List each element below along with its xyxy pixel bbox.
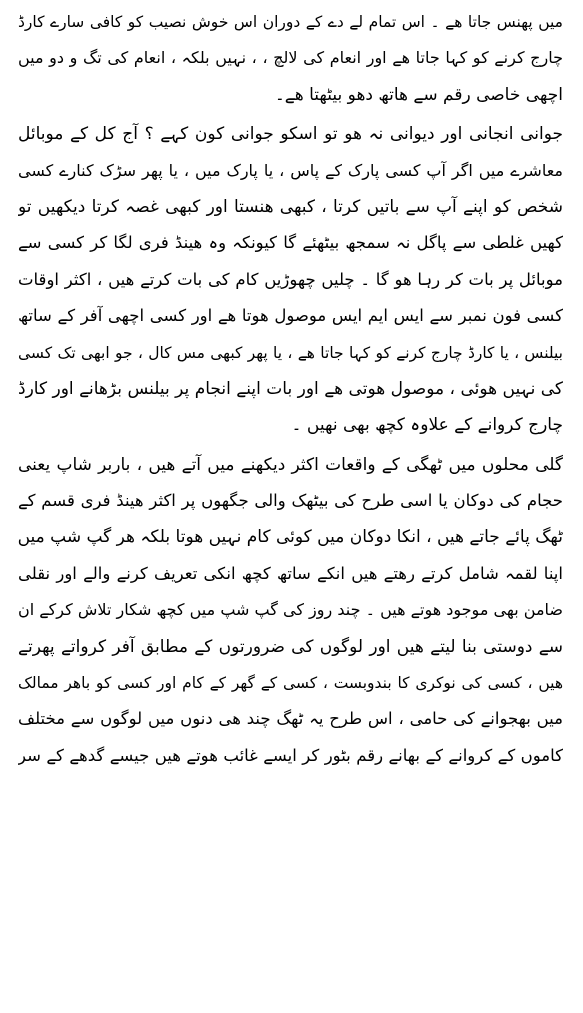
text-line: اپنا لقمہ شامل کرتے رھتے ھیں انکے ساتھ کچھ انکی تعریف کرنے والے اور نقلی	[18, 563, 563, 583]
text-line: شخص کو اپنے آپ سے باتیں کرتا ، کبھی ھنستا اور کبھی غصہ کرتا دیکھیں تو	[18, 196, 563, 217]
text-line: چارج کرنے کو کہا جاتا ھے اور انعام کی لالچ ، ، نہیں بلکہ ، انعام کی تگ و دو میں	[18, 48, 563, 68]
text-line: میں پھنس جاتا ھے ۔ اس تمام لے دے کے دوران اس خوش نصیب کو کافی سارے کارڈ	[18, 13, 563, 31]
text-line: میں بھجوانے کی حامی ، اس طرح یہ ٹھگ چند ھی دنوں میں لوگوں سے مختلف	[18, 709, 563, 729]
text-line: حجام کی دوکان یا اسی طرح کی بیٹھک والی جگھوں پر اکثر ھینڈ فری قسم کے	[18, 491, 563, 511]
text-line: جوانی انجانی اور دیوانی نہ ھو تو اسکو جوانی کون کہے ؟ آج کل کے موبائل	[18, 124, 563, 145]
paragraph-2	[18, 116, 563, 444]
text-line: اچھی خاصی رقم سے ھاتھ دھو بیٹھتا ھے۔	[274, 84, 563, 105]
text-line: موبائل پر بات کر رہا ھو گا ۔ چلیں چھوڑیں کام کی بات کرتے ھیں ، اکثر اوقات	[18, 269, 563, 289]
text-line: ضامن بھی موجود ھوتے ھیں ۔ چند روز کی گپ شپ میں کچھ شکار تلاش کرکے ان	[18, 600, 563, 620]
text-line: کی نہیں ھوئی ، موصول ھوتی ھے اور بات اپنے انجام پر بیلنس بڑھانے اور کارڈ	[18, 378, 563, 399]
text-line: ٹھگ پائے جاتے ھیں ، انکا دوکان میں کوئی کام نہیں ھوتا بلکہ ھر گپ شپ میں	[18, 527, 563, 548]
text-line: کھیں غلطی سے پاگل نہ سمجھ بیٹھئے گا کیونکہ وہ ھینڈ فری لگا کر کسی سے	[18, 233, 563, 253]
text-line: کسی فون نمبر سے ایس ایم ایس موصول ھوتا ھے اور کسی اچھی آفر کے ساتھ	[18, 306, 563, 326]
text-line: معاشرے میں اگر آپ کسی پارک کے پاس ، یا پارک میں ، یا پھر سڑک کنارے کسی	[18, 160, 563, 180]
text-line: سے دوستی بنا لیتے ھیں اور لوگوں کی ضرورتوں کے مطابق آفر کرواتے پھرتے	[18, 636, 563, 657]
paragraph-1	[18, 4, 563, 113]
text-line: چارج کروانے کے علاوہ کچھ بھی نھیں ۔	[291, 415, 563, 436]
text-line: بیلنس ، یا کارڈ چارج کرنے کو کہا جاتا ھے ، یا پھر کبھی مس کال ، جو ابھی تک کسی	[18, 343, 563, 362]
text-line: ھیں ، کسی کی نوکری کا بندوبست ، کسی کے گھر کے کام اور کسی کو باھر ممالک	[18, 674, 563, 693]
text-line: کاموں کے کروانے کے بھانے رقم بٹور کر ایسے غائب ھوتے ھیں جیسے گدھے کے سر	[18, 745, 563, 765]
text-line: گلی محلوں میں ٹھگی کے واقعات اکثر دیکھنے میں آتے ھیں ، باربر شاپ یعنی	[18, 454, 563, 475]
paragraph-3	[18, 447, 563, 775]
